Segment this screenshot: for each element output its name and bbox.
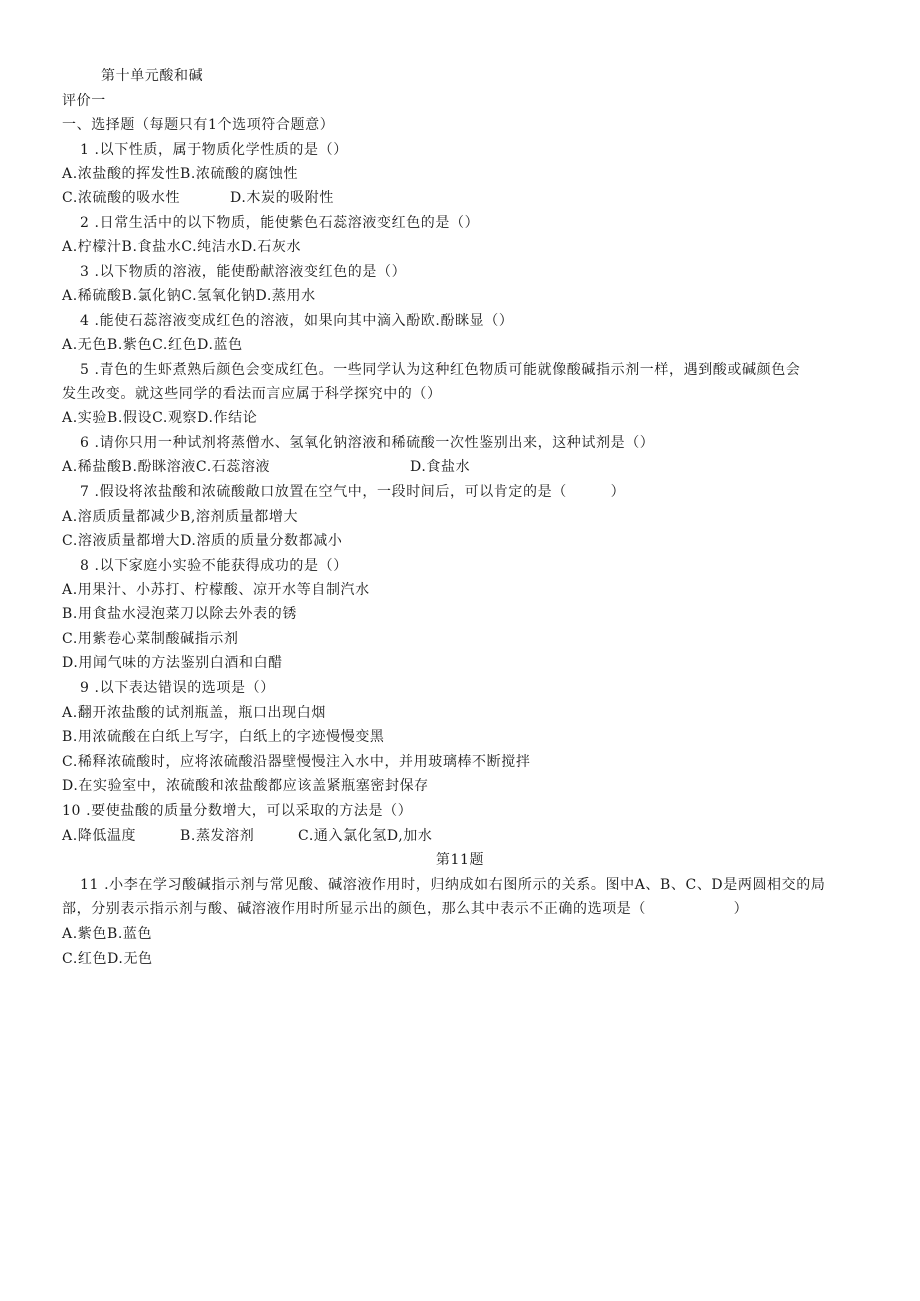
question-3-options: A.稀硫酸B.氯化钠C.氢氧化钠D.蒸用水: [62, 288, 316, 304]
question-4-options: A.无色B.紫色C.红色D.蓝色: [62, 337, 243, 353]
question-5-stem-continued: 发生改变。就这些同学的看法而言应属于科学探究中的（）: [62, 386, 442, 402]
question-8-stem: 8 .以下家庭小实验不能获得成功的是（）: [80, 558, 348, 574]
question-10-option-a: A.降低温度: [62, 828, 137, 844]
question-2-stem: 2 .日常生活中的以下物质，能使紫色石蕊溶液变红色的是（）: [80, 215, 480, 231]
question-6-options-abc: A.稀盐酸B.酚眯溶液C.石蕊溶液: [62, 459, 271, 475]
question-2-options: A.柠檬汁B.食盐水C.纯洁水D.石灰水: [62, 239, 302, 255]
question-9-option-a: A.翻开浓盐酸的试剂瓶盖，瓶口出现白烟: [62, 705, 326, 721]
figure-label: 第11题: [435, 852, 485, 868]
part-title: 一、选择题（每题只有1个选项符合题意）: [62, 117, 335, 133]
question-6-stem: 6 .请你只用一种试剂将蒸僧水、氢氧化钠溶液和稀硫酸一次性鉴别出来，这种试剂是（）: [80, 435, 655, 451]
question-3-stem: 3 .以下物质的溶液，能使酚献溶液变红色的是（）: [80, 264, 407, 280]
question-10-options-cd: C.通入氯化氢D,加水: [298, 828, 433, 844]
question-10-stem: 10 .要使盐酸的质量分数增大，可以采取的方法是（）: [62, 803, 413, 819]
question-5-options: A.实验B.假设C.观察D.作结论: [62, 410, 258, 426]
question-11-options-ab: A.紫色B.蓝色: [62, 926, 153, 942]
question-8-option-a: A.用果汁、小苏打、柠檬酸、凉开水等自制汽水: [62, 582, 370, 598]
question-8-option-c: C.用紫卷心菜制酸碱指示剂: [62, 631, 239, 647]
question-1-option-d: D.木炭的吸附性: [230, 190, 334, 206]
question-9-option-c: C.稀释浓硫酸时，应将浓硫酸沿器壁慢慢注入水中，并用玻璃棒不断搅拌: [62, 754, 531, 770]
question-9-option-d: D.在实验室中，浓硫酸和浓盐酸都应该盖紧瓶塞密封保存: [62, 778, 429, 794]
question-1-stem: 1 .以下性质，属于物质化学性质的是（）: [80, 142, 348, 158]
question-10-option-b: B.蒸发溶剂: [180, 828, 255, 844]
question-8-option-d: D.用闻气味的方法鉴别白酒和白醋: [62, 655, 283, 671]
question-8-option-b: B.用食盐水浸泡菜刀以除去外表的锈: [62, 606, 297, 622]
section-title: 评价一: [62, 93, 106, 109]
question-7-options-cd: C.溶液质量都增大D.溶质的质量分数都减小: [62, 533, 343, 549]
question-7-stem: 7 .假设将浓盐酸和浓硫酸敞口放置在空气中，一段时间后，可以肯定的是（ ）: [80, 484, 626, 500]
question-11-stem-continued: 部，分别表示指示剂与酸、碱溶液作用时所显示出的颜色，那么其中表示不正确的选项是（ ）: [62, 901, 749, 917]
question-4-stem: 4 .能使石蕊溶液变成红色的溶液，如果向其中滴入酚欧.酚眯显（）: [80, 313, 514, 329]
question-6-option-d: D.食盐水: [410, 459, 471, 475]
question-1-options-ab: A.浓盐酸的挥发性B.浓硫酸的腐蚀性: [62, 166, 299, 182]
question-11-stem: 11 .小李在学习酸碱指示剂与常见酸、碱溶液作用时，归纳成如右图所示的关系。图中A、B、C、D是两圆相交的局: [80, 877, 826, 893]
question-1-option-c: C.浓硫酸的吸水性: [62, 190, 181, 206]
unit-title: 第十单元酸和碱: [101, 68, 204, 84]
question-11-options-cd: C.红色D.无色: [62, 951, 153, 967]
question-9-stem: 9 .以下表达错误的选项是（）: [80, 680, 275, 696]
question-5-stem: 5 .青色的生虾煮熟后颜色会变成红色。一些同学认为这种红色物质可能就像酸碱指示剂一样，遇到酸或碱颜色会: [80, 362, 801, 378]
question-7-options-ab: A.溶质质量都减少B,溶剂质量都增大: [62, 509, 299, 525]
question-9-option-b: B.用浓硫酸在白纸上写字，白纸上的字迹慢慢变黑: [62, 729, 385, 745]
